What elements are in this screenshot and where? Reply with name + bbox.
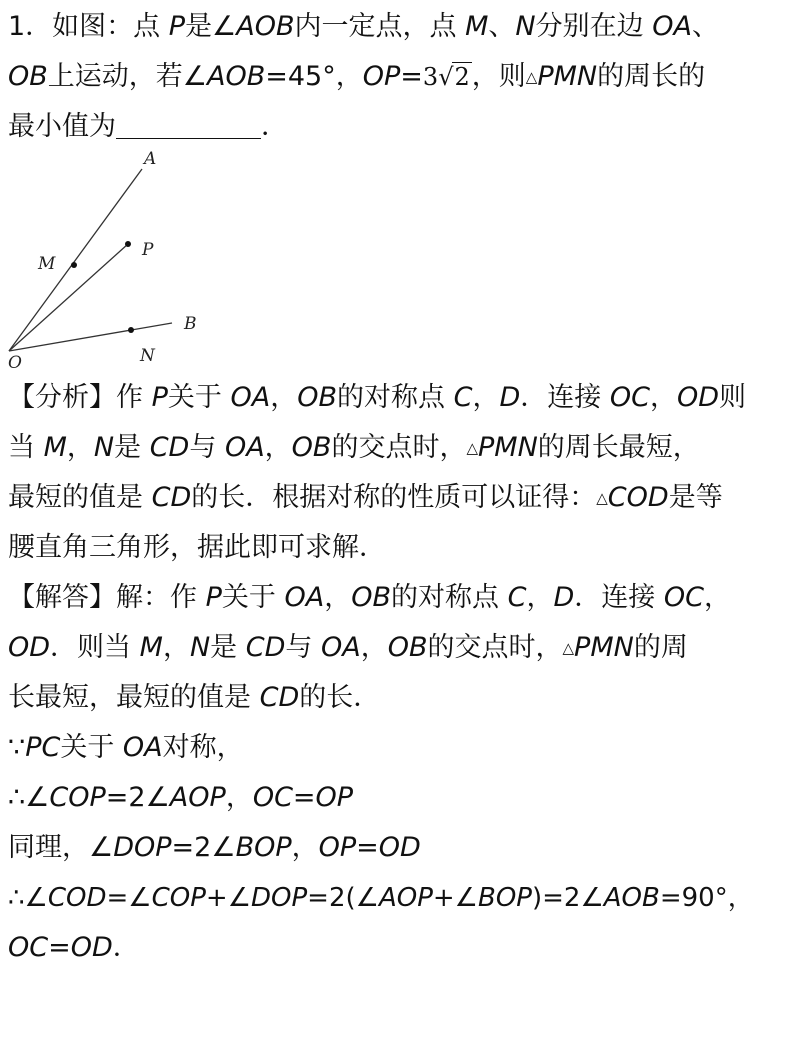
var-OD: OD: [676, 382, 719, 413]
solution-line-6: [8, 828, 421, 868]
var-PMN: PMN: [537, 61, 598, 92]
var-AOB: AOB: [603, 883, 660, 913]
text: )=2∠: [531, 883, 604, 913]
point-P: [125, 241, 131, 247]
var-OC: OC: [663, 582, 704, 613]
text: 关于: [167, 382, 231, 413]
text: 分别在边: [535, 11, 653, 42]
var-CD: CD: [151, 482, 192, 513]
text: 、: [488, 11, 516, 42]
text: 长最短，最短的值是: [8, 682, 260, 713]
var-D: D: [499, 382, 521, 413]
text: 腰直角三角形，据此即可求解．: [8, 532, 386, 563]
var-N: N: [515, 11, 536, 42]
solution-line-4: [8, 728, 244, 768]
text: ．则当: [50, 632, 140, 663]
text: 最小值为: [8, 111, 116, 142]
solution-line-7: [8, 878, 754, 918]
text: 的长．根据对称的性质可以证得：: [191, 482, 597, 513]
var-OC: OC: [8, 932, 49, 963]
text: ，则: [471, 61, 526, 92]
solution-line-1: [8, 578, 731, 618]
text: +∠: [432, 883, 478, 913]
label-P: P: [142, 240, 154, 260]
text: 与: [285, 632, 321, 663]
text: =: [48, 932, 71, 963]
triangle-symbol: △: [525, 68, 538, 86]
text: 的周: [633, 632, 688, 663]
var-OA: OA: [320, 632, 361, 663]
var-CD: CD: [245, 632, 286, 663]
ray-OA: [9, 169, 142, 351]
text: 与: [189, 432, 225, 463]
text: 的长．: [299, 682, 381, 713]
text: =2(∠: [307, 883, 379, 913]
var-OP: OP: [362, 61, 401, 92]
text: ，: [225, 782, 253, 813]
var-OB: OB: [297, 382, 337, 413]
text: ，: [162, 632, 190, 663]
var-PMN: PMN: [574, 632, 634, 663]
problem-line-1: [8, 7, 719, 47]
triangle-symbol: △: [466, 439, 478, 457]
text: =: [400, 61, 423, 92]
analysis-line-4: [8, 528, 386, 568]
text: ，: [324, 582, 352, 613]
text: 的对称点: [391, 582, 508, 613]
text: ∴∠: [8, 883, 48, 913]
text: 【分析】作: [8, 382, 152, 413]
text: ，: [264, 432, 292, 463]
text: 当: [8, 432, 44, 463]
var-DOP: DOP: [251, 883, 308, 913]
var-OP: OP: [315, 782, 354, 813]
var-OB: OB: [291, 432, 332, 463]
sqrt-coefficient: 3: [422, 63, 439, 91]
var-CD: CD: [149, 432, 190, 463]
label-N: N: [140, 346, 155, 366]
text: ，: [291, 832, 319, 863]
text: 的对称点: [337, 382, 454, 413]
var-COD: COD: [607, 482, 669, 513]
segment-OP: [9, 244, 128, 351]
analysis-line-1: [8, 378, 746, 418]
var-M: M: [465, 11, 489, 42]
var-AOP: AOP: [169, 782, 226, 813]
text: 的交点时，: [427, 632, 563, 663]
analysis-line-2: [8, 428, 700, 468]
solution-line-8: [8, 928, 140, 968]
var-DOP: DOP: [113, 832, 172, 863]
var-OB: OB: [8, 61, 48, 92]
var-C: C: [507, 582, 527, 613]
text: ∵: [8, 732, 26, 763]
text: ，: [360, 632, 388, 663]
text: 同理，∠: [8, 832, 114, 863]
text: ，: [270, 382, 298, 413]
text: 则: [719, 382, 746, 413]
var-OA: OA: [284, 582, 325, 613]
var-COD: COD: [47, 883, 107, 913]
text: 的周长最短，: [537, 432, 700, 463]
text: 1．如图：点: [8, 11, 169, 42]
text: ∴∠: [8, 782, 50, 813]
label-M: M: [38, 254, 56, 274]
var-PMN: PMN: [478, 432, 538, 463]
var-N: N: [93, 432, 115, 463]
text: =: [292, 782, 316, 813]
var-OB: OB: [387, 632, 428, 663]
text: ．: [261, 111, 288, 142]
analysis-line-3: [8, 478, 723, 518]
var-OA: OA: [230, 382, 271, 413]
var-PC: PC: [25, 732, 61, 763]
text: 是∠: [185, 11, 237, 42]
var-OD: OD: [8, 632, 51, 663]
text: =: [356, 832, 379, 863]
var-OA: OA: [122, 732, 163, 763]
answer-blank[interactable]: [116, 110, 261, 139]
solution-line-5: [8, 778, 353, 818]
text: ，: [649, 382, 677, 413]
var-CD: CD: [259, 682, 300, 713]
triangle-symbol: △: [596, 489, 608, 507]
var-OD: OD: [70, 932, 113, 963]
var-OB: OB: [351, 582, 391, 613]
label-O: O: [8, 353, 22, 370]
label-A: A: [144, 149, 157, 169]
var-C: C: [453, 382, 473, 413]
label-B: B: [184, 314, 197, 334]
problem-line-3: [8, 107, 288, 147]
var-OP: OP: [318, 832, 357, 863]
text: +∠: [205, 883, 251, 913]
text: ，: [472, 382, 500, 413]
text: 的周长的: [597, 61, 706, 92]
sqrt-radicand: 2: [454, 63, 470, 91]
text: 最短的值是: [8, 482, 152, 513]
text: 、: [691, 11, 719, 42]
text: 是: [210, 632, 246, 663]
text: =90°，: [659, 883, 754, 913]
solution-line-2: [8, 628, 688, 668]
text: 关于: [60, 732, 123, 763]
var-M: M: [139, 632, 163, 663]
var-AOB: AOB: [207, 61, 266, 92]
text: ，: [526, 582, 554, 613]
text: ．连接: [520, 382, 610, 413]
text: ，: [66, 432, 94, 463]
problem-line-2: [8, 57, 705, 97]
text: 内一定点，点: [294, 11, 466, 42]
var-D: D: [553, 582, 575, 613]
text: =45°，: [265, 61, 363, 92]
text: 的交点时，: [331, 432, 467, 463]
var-BOP: BOP: [235, 832, 292, 863]
var-AOP: AOP: [378, 883, 433, 913]
text: 对称，: [162, 732, 244, 763]
sqrt-expression: 3√2: [422, 63, 470, 91]
text: ．: [112, 932, 140, 963]
var-P: P: [168, 11, 186, 42]
geometry-figure: [0, 148, 220, 370]
point-N: [128, 327, 134, 333]
var-AOB: AOB: [236, 11, 295, 42]
var-OD: OD: [378, 832, 421, 863]
text: ．连接: [574, 582, 664, 613]
text: 【解答】解：作: [8, 582, 206, 613]
text: 是等: [668, 482, 723, 513]
var-OC: OC: [252, 782, 293, 813]
point-M: [71, 262, 77, 268]
triangle-symbol: △: [562, 639, 575, 657]
var-OA: OA: [652, 11, 692, 42]
solution-line-3: [8, 678, 380, 718]
var-P: P: [151, 382, 168, 413]
var-COP: COP: [151, 883, 206, 913]
text: 上运动，若∠: [47, 61, 207, 92]
var-M: M: [43, 432, 67, 463]
text: ，: [703, 582, 731, 613]
var-BOP: BOP: [477, 883, 532, 913]
text: =2∠: [105, 782, 170, 813]
text: =∠: [106, 883, 152, 913]
var-OA: OA: [224, 432, 265, 463]
text: =2∠: [171, 832, 236, 863]
text: 是: [114, 432, 150, 463]
var-COP: COP: [49, 782, 106, 813]
var-OC: OC: [609, 382, 650, 413]
var-P: P: [205, 582, 222, 613]
text: 关于: [221, 582, 285, 613]
var-N: N: [189, 632, 211, 663]
